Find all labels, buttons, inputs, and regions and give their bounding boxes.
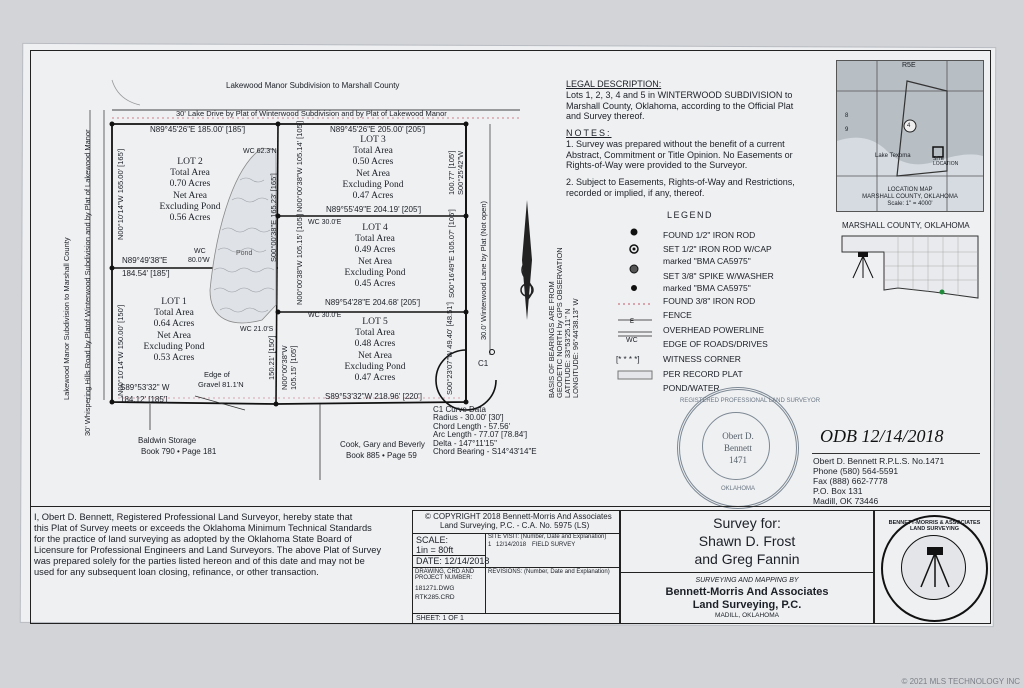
lot-line: Total Area	[170, 168, 210, 179]
location-map-caption-2: MARSHALL COUNTY, OKLAHOMA	[862, 194, 958, 200]
contact-line: P.O. Box 131	[813, 486, 863, 497]
witness-corner-4: WC 21.0'S	[240, 326, 274, 333]
curve-data-title: C1 Curve Data	[433, 405, 486, 414]
bearing-vertical-lower-a: 150.21' [150']	[267, 335, 276, 380]
note-line: 2. Subject to Easements, Rights-of-Way and Restrictions,	[566, 177, 795, 188]
adjoiner-cook-book: Book 885 • Page 59	[346, 451, 417, 460]
client-name-1: Shawn D. Frost	[698, 533, 796, 549]
lot-line: 0.47 Acres	[354, 373, 396, 384]
site-visit-number: 1	[488, 542, 492, 548]
legend-label: SET 3/8" SPIKE W/WASHER	[663, 270, 774, 281]
bearing-top-left: N89°45'26"E 185.00' [185']	[150, 125, 246, 134]
lot-line: 0.70 Acres	[169, 179, 211, 190]
bearing-vertical-upper: S00°00'38"E 165.23' [165']	[269, 173, 278, 262]
lot-line: Excluding Pond	[344, 267, 406, 278]
bearing-bottom-left-dist: 184.12' [185']	[120, 395, 168, 404]
legal-line: Marshall County, Oklahoma, according to the Official Plat	[566, 100, 794, 111]
witness-corner-3: WC 30.0'E	[308, 312, 342, 319]
drawing-label: DRAWING, CRD AND PROJECT NUMBER:	[415, 569, 475, 582]
notes	[566, 128, 795, 199]
legend-label: FENCE	[663, 310, 692, 321]
lot-3-label	[333, 135, 413, 202]
legend-label: SET 1/2" IRON ROD W/CAP	[663, 243, 772, 254]
lot-line: Total Area	[355, 328, 395, 339]
edge-gravel-label-2: Gravel 81.1'N	[198, 380, 244, 389]
location-map	[836, 60, 984, 212]
legend-title: LEGEND	[667, 210, 714, 220]
basis-of-bearings	[548, 208, 580, 398]
firm-tagline: SURVEYING AND MAPPING BY	[695, 577, 799, 584]
sheet-number: SHEET: 1 OF 1	[416, 615, 464, 622]
client-name-2: and Greg Fannin	[694, 551, 800, 567]
range-label: R5E	[902, 62, 916, 69]
section-9-label: 9	[845, 127, 849, 133]
top-subdivision-label: Lakewood Manor Subdivision to Marshall County	[226, 81, 400, 90]
curve-data-line: Delta - 147°11'15"	[433, 438, 497, 448]
bearing-top-right: N89°45'26"E 205.00' [205']	[330, 125, 426, 134]
legend-label: POND/WATER	[663, 383, 720, 394]
lot-name: LOT 1	[161, 297, 187, 307]
bearing-lot1-left: N00°10'14"W 150.00' [150']	[116, 304, 125, 396]
road-curve	[112, 80, 140, 105]
legend-label: FOUND 1/2" IRON ROD	[663, 230, 756, 240]
revisions-header: REVISIONS: (Number, Date and Explanation)	[488, 569, 610, 575]
lot-line: Excluding Pond	[159, 201, 221, 212]
marshall-county-marker	[940, 290, 945, 295]
date-label: DATE: 12/14/2018	[416, 556, 490, 566]
witness-corner-icon: WC	[626, 337, 638, 344]
site-visit-date: 12/14/2018	[496, 542, 527, 548]
found-3-8-iron-rod-icon	[631, 285, 637, 291]
location-map-scale: Scale: 1" = 4000'	[887, 201, 933, 207]
bearing-bottom-right: S89°53'32"W 218.96' [220']	[325, 392, 422, 401]
seal-name-2: Bennett	[724, 443, 752, 453]
bearing-right-mid: S00°16'49"E 105.07' [105']	[447, 209, 456, 298]
lot-line: Net Area	[357, 350, 393, 361]
bottom-divider	[30, 506, 991, 507]
lake-label: Lake Texoma	[875, 153, 911, 159]
bearing-lot2-left: N00°10'14"W 165.00' [165']	[116, 148, 125, 240]
logo-tripod-icon	[915, 545, 955, 589]
copyright: © COPYRIGHT 2018 Bennett-Morris And Associates	[425, 512, 612, 521]
firm-name: Bennett-Morris And Associates	[665, 586, 829, 598]
bearing-mid-left-dist: 184.54' [185']	[122, 269, 170, 278]
lot-line: 0.53 Acres	[153, 353, 195, 364]
certification-line: Licensure for Professional Engineers and Land Surveyors. The above Plat of Survey	[34, 544, 382, 555]
set-spike-washer-icon	[630, 265, 638, 273]
lot-5-label	[335, 317, 415, 384]
pond-water-icon	[618, 371, 652, 379]
scale-label: SCALE:	[416, 535, 449, 545]
contact-line: Fax (888) 662-7778	[813, 476, 888, 487]
lot-line: Net Area	[357, 256, 393, 267]
legend-labels	[663, 228, 774, 396]
lot-line: 0.49 Acres	[354, 245, 396, 256]
seal-number: 1471	[729, 455, 747, 465]
lot-name: LOT 3	[360, 135, 386, 145]
lot-line: 0.45 Acres	[354, 279, 396, 290]
lot-name: LOT 5	[362, 317, 388, 327]
lot-line: 0.50 Acres	[352, 157, 394, 168]
copyright-2: Land Surveying, P.C. - C.A. No. 5975 (LS)	[440, 521, 590, 530]
witness-corner-1: WC 62.3'N	[243, 148, 277, 155]
location-map-caption: LOCATION MAP	[887, 187, 933, 193]
note-line: 1. Survey was prepared without the benefit of a current	[566, 138, 785, 149]
lot-line: Excluding Pond	[344, 361, 406, 372]
curve-data-block	[433, 406, 537, 456]
crd-file: RTK285.CRD	[415, 594, 455, 601]
seal-name: Obert D.	[722, 431, 754, 441]
curve-data-line: Chord Bearing - S14°43'14"E	[433, 446, 537, 456]
svg-text:E: E	[630, 319, 635, 325]
top-road-label: 30' Lake Drive by Plat of Winterwood Subdivision and by Plat of Lakewood Manor	[176, 109, 447, 118]
bearing-lot4-5: N89°54'28"E 204.68' [205']	[325, 298, 421, 307]
left-subdivision-label: Lakewood Manor Subdivision to Marshall County	[62, 237, 71, 400]
per-record-plat-icon: [* * * *]	[616, 355, 640, 364]
site-visit-type: FIELD SURVEY	[532, 542, 576, 548]
edge-gravel-label: Edge of	[204, 370, 230, 379]
left-road-label: 30' Whispering Hills Road by Platof Winterwood Subdivision and by Plat of Lakewood Manor	[83, 129, 92, 436]
legend-label: PER RECORD PLAT	[663, 368, 743, 379]
bearing-vertical-lower-c: 105.15' [105']	[289, 345, 298, 390]
certification-line: was prepared solely for the parties listed hereon and of this date and may not be	[34, 555, 365, 566]
note-line: Abstract, Commitment or Title Opinion. No Easements or	[566, 149, 793, 160]
lot-2-label	[150, 157, 230, 224]
county-map-title: MARSHALL COUNTY, OKLAHOMA	[842, 221, 970, 230]
basis-line: BASIS OF BEARINGS ARE FROM	[547, 281, 556, 398]
lot-line: 0.64 Acres	[153, 319, 195, 330]
basis-line: LATITUDE: 33°53'25.11" N	[562, 308, 572, 398]
surveyor-seal	[677, 387, 821, 509]
site-visit-header: SITE VISIT: (Number, Date and Explanation)	[488, 534, 607, 540]
found-iron-rod-icon	[631, 229, 638, 236]
certification-line: I, Obert D. Bennett, Registered Professional Land Surveyor, hereby state that	[34, 512, 353, 522]
witness-corner-2: WC 30.0'E	[308, 219, 342, 226]
legal-line: Lots 1, 2, 3, 4 and 5 in WINTERWOOD SUBDIVISION to	[566, 89, 793, 100]
north-arrow-icon	[521, 200, 533, 320]
certification-line: for the practice of land surveying as adopted by the Oklahoma State Board of	[34, 533, 352, 544]
watermark: © 2021 MLS TECHNOLOGY INC	[901, 677, 1020, 686]
site-location-label: SITE LOCATION	[933, 156, 959, 168]
seal-top-text: REGISTERED PROFESSIONAL LAND SURVEYOR	[680, 398, 821, 404]
surveyor-tripod-icon	[850, 250, 876, 280]
surveyor-contact	[813, 456, 944, 506]
lot-line: Total Area	[353, 146, 393, 157]
certification-line: this Plat of Survey meets or exceeds the Oklahoma Minimum Technical Standards	[34, 522, 372, 533]
legend-label: WITNESS CORNER	[663, 353, 741, 364]
lot-line: Total Area	[154, 308, 194, 319]
surveyor-signature: ODB 12/14/2018	[820, 426, 944, 446]
firm-name-2: Land Surveying, P.C.	[692, 599, 802, 611]
firm-city: MADILL, OKLAHOMA	[715, 612, 779, 619]
logo-text: BENNETT-MORRIS & ASSOCIATES LAND SURVEYING	[888, 520, 981, 533]
pond-label: Pond	[236, 250, 253, 257]
bearing-mid-left: N89°49'38"E	[122, 256, 168, 265]
section-8-label: 8	[845, 113, 849, 119]
legal-description	[566, 79, 793, 122]
adjoiner-baldwin: Baldwin Storage	[138, 436, 197, 445]
lot-line: Excluding Pond	[342, 179, 404, 190]
scale-value: 1in = 80ft	[416, 545, 454, 555]
firm-logo	[881, 515, 988, 622]
legal-title: LEGAL DESCRIPTION:	[566, 79, 662, 89]
basis-line: LONGITUDE: 96°44'38.13" W	[570, 298, 580, 398]
contact-line: Phone (580) 564-5591	[813, 466, 899, 477]
legal-line: and Survey thereof.	[566, 111, 645, 122]
lot-line: Net Area	[156, 330, 192, 341]
bearing-vertical-lot3: N00°00'38"W 105.14' [105']	[295, 120, 304, 212]
lot-name: LOT 2	[177, 157, 203, 167]
bearing-right-top-b: S00°25'42"W	[456, 150, 465, 195]
note-line: recorded or implied, if any, thereof.	[566, 187, 705, 198]
curve-data-line: Radius - 30.00' [30']	[433, 413, 504, 423]
legend-label: FOUND 3/8" IRON ROD	[663, 295, 756, 306]
lot-line: Net Area	[355, 168, 391, 179]
notes-title: NOTES:	[566, 128, 612, 138]
curve-c1-label: C1	[478, 359, 489, 368]
basis-line: GEODETIC NORTH by GPS OBSERVATION	[554, 247, 564, 398]
section-4-label: 4	[907, 123, 911, 129]
lot-line: Excluding Pond	[143, 341, 205, 352]
legend-label: EDGE OF ROADS/DRIVES	[663, 339, 768, 350]
bearing-bottom-left: S89°53'32" W	[120, 383, 170, 392]
legend-label: OVERHEAD POWERLINE	[663, 324, 765, 335]
certification	[34, 512, 381, 578]
right-lane-label: 30.0' Winterwood Lane by Plat (Not open)	[479, 200, 488, 340]
signature-line	[812, 453, 980, 454]
contact-line: Madill, OK 73446	[813, 496, 879, 507]
bearing-right-top: 100.77' [105']	[447, 150, 456, 195]
lot-4-label	[335, 223, 415, 290]
legend-label: marked "BMA CA5975"	[663, 282, 751, 293]
seal-bottom-text: OKLAHOMA	[720, 486, 755, 492]
witness-corner-5-dist: 80.0'W	[188, 257, 210, 264]
bearing-lot3-4: N89°55'49"E 204.19' [205']	[326, 205, 422, 214]
lot-line: Total Area	[355, 234, 395, 245]
adjoiner-baldwin-book: Book 790 • Page 181	[141, 447, 217, 456]
lot-line: 0.47 Acres	[352, 191, 394, 202]
adjoiner-cook: Cook, Gary and Beverly	[340, 440, 425, 449]
contact-line: Obert D. Bennett R.P.L.S. No.1471	[813, 456, 945, 466]
survey-for-label: Survey for:	[713, 515, 781, 531]
bearing-vertical-lot4: N00°00'38"W 105.15' [105']	[295, 213, 304, 305]
lot-name: LOT 4	[362, 223, 388, 233]
certification-line: used for any subsequent loan closing, refinance, or other transaction.	[34, 566, 319, 577]
bearing-vertical-lower-b: N00°00'38"W	[280, 345, 289, 390]
lot-line: 0.56 Acres	[169, 213, 211, 224]
curve-data-line: Chord Length - 57.56'	[433, 421, 511, 431]
lot-line: 0.48 Acres	[354, 339, 396, 350]
bearing-right-low: S00°23'07"W 49.40' [48.51']	[445, 302, 454, 395]
drawing-file: 181271.DWG	[415, 585, 455, 592]
legend-label: marked "BMA CA5975"	[663, 255, 751, 266]
lot-line: Net Area	[172, 190, 208, 201]
note-line: Rights-of-Way were provided to the Surveyor.	[566, 160, 748, 171]
curve-data-line: Arc Length - 77.07 [78.84']	[433, 430, 528, 440]
lot-1-label	[134, 297, 214, 364]
witness-corner-5: WC	[194, 248, 206, 255]
